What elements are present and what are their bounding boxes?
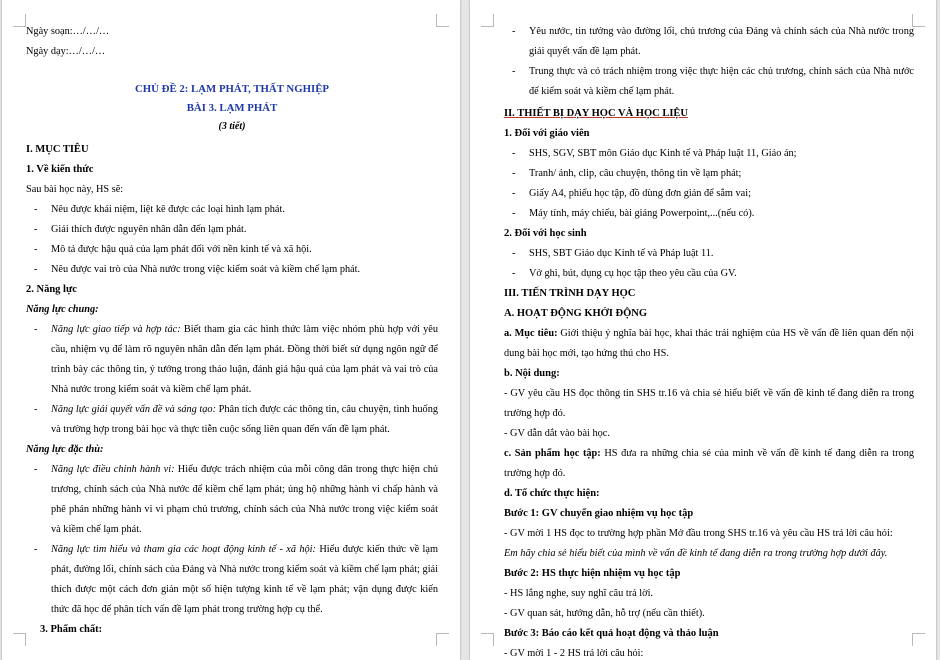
- step-paragraph: - HS lắng nghe, suy nghĩ câu trả lời.: [504, 588, 654, 599]
- section-equipment: II. THIẾT BỊ DẠY HỌC VÀ HỌC LIỆU: [504, 108, 688, 119]
- special-competence-label: Năng lực đặc thù:: [26, 444, 104, 455]
- knowledge-intro: Sau bài học này, HS sẽ:: [26, 184, 124, 195]
- lesson-title: BÀI 3. LẠM PHÁT: [186, 102, 278, 114]
- list-item: - Giấy A4, phiếu học tập, đồ dùng đơn giản để sắm vai;: [512, 188, 751, 199]
- section-objectives: I. MỤC TIÊU: [26, 144, 89, 155]
- content-paragraph: - GV yêu cầu HS đọc thông tin SHS tr.16 và chia sẻ hiểu biết về vấn đề kinh tế đang diễn ra trong trường hợp đó.: [504, 388, 914, 419]
- date-prepared: Ngày soạn:…/…/…: [26, 26, 110, 37]
- content-paragraph: - GV dẫn dắt vào bài học.: [504, 428, 610, 439]
- organization-label: d. Tổ chức thực hiện:: [504, 488, 600, 499]
- step-paragraph: - GV mời 1 HS đọc to trường hợp phần Mở đầu trong SHS tr.16 và yêu cầu HS trả lời câu hỏi:: [504, 528, 893, 539]
- page-corner-mark: [481, 14, 494, 27]
- document-page-right: [470, 0, 936, 660]
- list-item: - Tranh/ ảnh, clip, câu chuyện, thông tin về lạm phát;: [512, 168, 742, 179]
- list-item: - Yêu nước, tin tưởng vào đường lối, chủ trương của Đảng và chính sách của Nhà nước trong giải quyết vấn đề lạm phát.: [512, 26, 914, 57]
- step-heading: Bước 3: Báo cáo kết quả hoạt động và thảo luận: [504, 628, 719, 639]
- topic-title: CHỦ ĐỀ 2: LẠM PHÁT, THẤT NGHIỆP: [134, 83, 330, 95]
- list-item: - SHS, SGV, SBT môn Giáo dục Kinh tế và Pháp luật 11, Giáo án;: [512, 148, 797, 159]
- step-paragraph: - GV quan sát, hướng dẫn, hỗ trợ (nếu cần thiết).: [504, 608, 705, 619]
- list-item: - Năng lực điều chỉnh hành vi: Hiểu được trách nhiệm của mỗi công dân trong thực hiện chủ trương, chính sách của Nhà nước để kiềm chế lạm phát; ủng hộ những hành vi chấp hành và phê phán những hành vi vi phạm chủ trương, chính sách của Nhà nước trong việc kiểm soát và kiềm chế lạm phát.: [34, 464, 438, 535]
- page-corner-mark: [13, 633, 26, 646]
- document-page-left: [2, 0, 460, 660]
- goal-paragraph: a. Mục tiêu: Giới thiệu ý nghĩa bài học, khai thác trải nghiệm của HS về vấn đề liên quan đến nội dung bài học mới, tạo hứng thú cho HS.: [504, 328, 914, 359]
- list-item: - Trung thực và có trách nhiệm trong việc thực hiện các chủ trương, chính sách của Nhà nước để kiểm soát và kiềm chế lạm phát.: [512, 66, 914, 97]
- date-taught: Ngày dạy:…/…/…: [26, 46, 106, 57]
- heading-competence: 2. Năng lực: [26, 284, 77, 295]
- list-item: - Năng lực giải quyết vấn đề và sáng tạo: Phân tích được các thông tin, câu chuyện, tình huống và trường hợp trong bài học và thực tiễn cuộc sống liên quan đến vấn đề lạm phát.: [34, 404, 438, 435]
- list-item: - Mô tả được hậu quả của lạm phát đối với nền kinh tế và xã hội.: [34, 244, 312, 255]
- heading-knowledge: 1. Về kiến thức: [26, 164, 94, 175]
- step-question: Em hãy chia sẻ hiểu biết của mình về vấn đề kinh tế đang diễn ra trong trường hợp dưới đây.: [504, 548, 888, 559]
- list-item: - Vở ghi, bút, dụng cụ học tập theo yêu cầu của GV.: [512, 268, 737, 279]
- page-corner-mark: [13, 14, 26, 27]
- step-heading: Bước 1: GV chuyển giao nhiệm vụ học tập: [504, 508, 694, 519]
- content-label: b. Nội dung:: [504, 368, 560, 379]
- page-corner-mark: [481, 633, 494, 646]
- list-item: - Năng lực tìm hiểu và tham gia các hoạt động kinh tế - xã hội: Hiểu được kiến thức về lạm phát, đường lối, chính sách của Đảng và Nhà nước trong kiểm soát và kiềm chế lạm phát; giải thích được một cách đơn giản một số hiện tượng kinh tế về lạm phát; vận dụng được kiến thức đã học để phân tích vấn đề lạm phát trong trường hợp cụ thể.: [34, 544, 438, 615]
- section-process: III. TIẾN TRÌNH DẠY HỌC: [504, 288, 636, 299]
- heading-activity-a: A. HOẠT ĐỘNG KHỞI ĐỘNG: [504, 308, 648, 319]
- general-competence-label: Năng lực chung:: [26, 304, 99, 315]
- list-item: - SHS, SBT Giáo dục Kinh tế và Pháp luật 11.: [512, 248, 714, 259]
- heading-qualities: 3. Phẩm chất:: [40, 624, 103, 635]
- heading-student: 2. Đối với học sinh: [504, 228, 587, 239]
- list-item: - Máy tính, máy chiếu, bài giảng Powerpoint,...(nếu có).: [512, 208, 755, 219]
- heading-teacher: 1. Đối với giáo viên: [504, 128, 590, 139]
- list-item: - Năng lực giao tiếp và hợp tác: Biết tham gia các hình thức làm việc nhóm phù hợp với yêu cầu, nhiệm vụ để làm rõ nguyên nhân dẫn đến lạm phát. Đồng thời biết sử dụng ngôn ngữ để trình bày các thông tin, ý tưởng trong thảo luận, đánh giá hậu quả của lạm phát và vai trò của Nhà nước trong kiểm soát và kiềm chế lạm phát.: [34, 324, 438, 395]
- product-paragraph: c. Sản phẩm học tập: HS đưa ra những chia sẻ của mình về vấn đề kinh tế đang diễn ra trong trường hợp đó.: [504, 448, 914, 479]
- step-heading: Bước 2: HS thực hiện nhiệm vụ học tập: [504, 568, 681, 579]
- list-item: - Giải thích được nguyên nhân dẫn đến lạm phát.: [34, 224, 247, 235]
- list-item: - Nêu được vai trò của Nhà nước trong việc kiểm soát và kiềm chế lạm phát.: [34, 264, 361, 275]
- lesson-duration: (3 tiết): [218, 121, 246, 132]
- list-item: - Nêu được khái niệm, liệt kê được các loại hình lạm phát.: [34, 204, 285, 215]
- step-paragraph: - GV mời 1 - 2 HS trả lời câu hỏi:: [504, 648, 644, 659]
